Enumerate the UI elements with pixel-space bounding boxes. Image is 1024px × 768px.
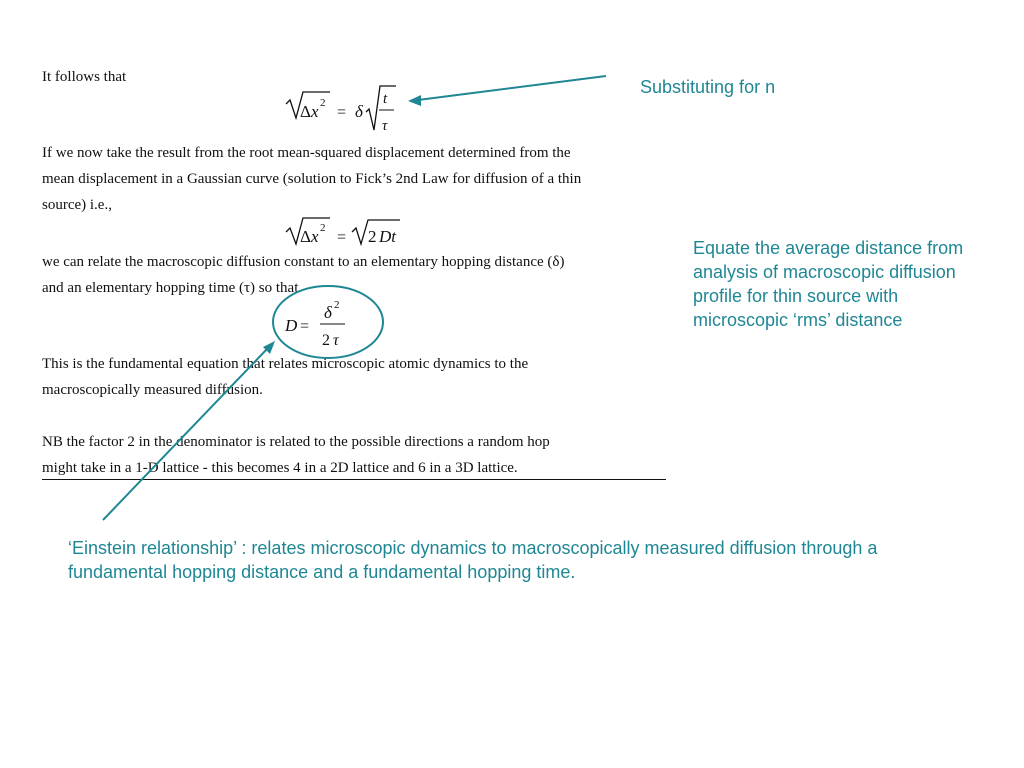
text-line: might take in a 1-D lattice - this becomes 4 in a 2D lattice and 6 in a 3D lattice. <box>42 460 518 476</box>
text-line: If we now take the result from the root mean-squared displacement determined from the <box>42 145 571 161</box>
variable-x: x <box>311 102 319 121</box>
annotation-equate <box>693 236 963 332</box>
annotation-line: fundamental hopping distance and a fundamental hopping time. <box>68 562 576 582</box>
variable-dt: Dt <box>379 227 396 246</box>
annotation-line: profile for thin source with <box>693 286 899 306</box>
numerator-t: t <box>383 91 388 107</box>
annotation-text: Substituting for n <box>640 77 776 97</box>
annotation-line: ‘Einstein relationship’ : relates microscopic dynamics to macroscopically measured diffusion through a <box>68 538 878 558</box>
equation-gaussian-rms <box>286 218 400 246</box>
intro-text: It follows that <box>42 69 127 85</box>
exponent: 2 <box>320 97 326 109</box>
hop-distance-symbol: δ <box>355 102 363 121</box>
equals-sign: = <box>337 229 347 246</box>
text-line: mean displacement in a Gaussian curve (solution to Fick’s 2nd Law for diffusion of a thin <box>42 171 582 187</box>
text-line: we can relate the macroscopic diffusion constant to an elementary hopping distance (δ) <box>42 254 565 270</box>
equation-rms-substitution <box>286 86 396 134</box>
equals-sign: = <box>300 318 310 335</box>
annotation-line: analysis of macroscopic diffusion <box>693 262 956 282</box>
denominator-tau: τ <box>333 332 339 349</box>
text-line: This is the fundamental equation that relates microscopic atomic dynamics to the <box>42 356 529 372</box>
diffusion-constant-d: D <box>285 316 298 335</box>
arrow-einstein <box>103 349 267 520</box>
exponent: 2 <box>334 299 340 311</box>
sqrt-sign <box>366 86 396 130</box>
equals-sign: = <box>337 104 347 121</box>
coefficient-2: 2 <box>368 227 377 246</box>
delta-symbol: Δ <box>300 102 311 121</box>
annotation-einstein <box>68 536 877 584</box>
annotation-line: microscopic ‘rms’ distance <box>693 310 903 330</box>
text-line: and an elementary hopping time (τ) so that <box>42 280 299 296</box>
delta-symbol: Δ <box>300 227 311 246</box>
equation-einstein-relation <box>284 299 345 349</box>
annotation-substituting <box>640 75 775 99</box>
text-line: source) i.e., <box>42 197 112 213</box>
denominator-tau: τ <box>382 118 388 134</box>
arrow-substituting <box>418 76 606 100</box>
denominator-2: 2 <box>322 332 330 349</box>
numerator-delta: δ <box>324 303 332 322</box>
variable-x: x <box>311 227 319 246</box>
text-line: macroscopically measured diffusion. <box>42 382 263 398</box>
annotation-line: Equate the average distance from <box>693 238 964 258</box>
arrowhead-icon <box>408 95 421 106</box>
exponent: 2 <box>320 222 326 234</box>
text-line: NB the factor 2 in the denominator is related to the possible directions a random hop <box>42 434 550 450</box>
